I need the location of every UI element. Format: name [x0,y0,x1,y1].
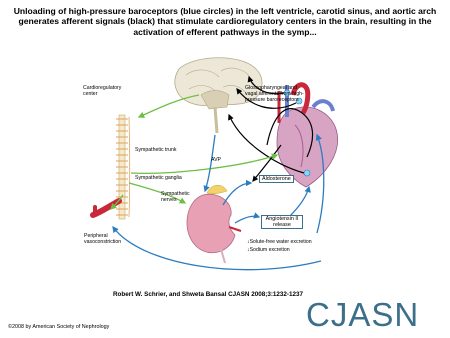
label-sympathetic-nerves: Sympathetic nerves [161,191,190,203]
kidney-illustration [187,185,241,263]
label-aldosterone: Aldosterone [259,175,294,183]
sodium-text: Sodium excretion [249,247,290,253]
citation: Robert W. Schrier, and Shweta Bansal CJASN 2008;3:1232-1237 [113,291,304,298]
solute-free-text: Solute-free water excretion [249,239,312,245]
label-sympathetic-trunk: Sympathetic trunk [135,147,177,153]
label-angiotensin-release: Angiotensin II release [261,215,303,229]
diagram-figure [81,55,369,283]
journal-logo: CJASN [306,296,420,333]
label-sodium-excretion [247,247,290,253]
label-avp: AVP [211,157,221,163]
label-solute-free-water [247,239,312,245]
down-arrow-icon: ↓ [247,247,250,253]
label-peripheral-vasoconstriction: Peripheral vasoconstriction [84,233,122,245]
baroreceptor-ventricle [304,170,310,176]
label-sympathetic-ganglia: Sympathetic ganglia [135,175,182,181]
copyright: ©2008 by American Society of Nephrology [8,324,110,330]
label-glossopharyngeal-afferents: Glossopharyngeal and vagal afferents from high-pressure baroreceptors [245,85,304,103]
label-cardioregulatory-center: Cardioregulatory center [83,85,122,97]
down-arrow-icon: ↓ [247,239,250,245]
figure-title: Unloading of high-pressure baroceptors (blue circles) in the left ventricle, carotid sinus, and aortic arch generates afferent signals (black) that stimulate cardioregulatory centers in the brain, resulting in the activation of efferent pathways in the symp... [13,6,437,37]
peripheral-vessel-illustration [93,201,119,215]
